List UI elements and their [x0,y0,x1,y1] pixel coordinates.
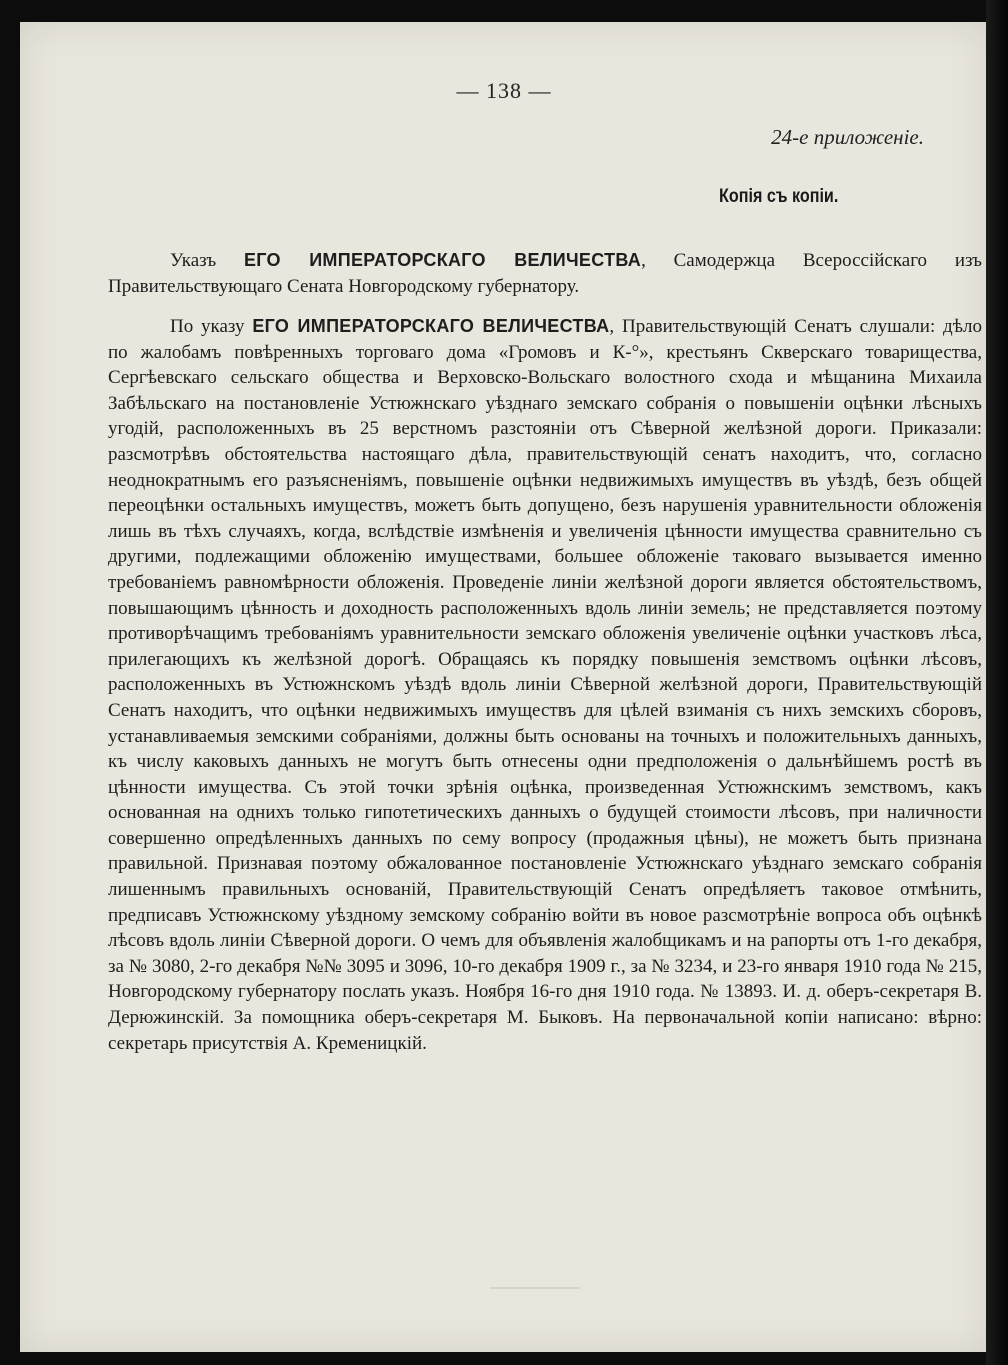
decree-body-post: , Правительствующiй Сенатъ слушали: дѣло по жалобамъ повѣренныхъ торговаго дома «Громовъ и К-°», крестьянъ Скверскаго товарищества, Сергѣевскаго сельскаго общества и Верховско-Вольскаго волостного схода и мѣщанина Михаила Забѣльскаго на постановленiе Устюжнскаго уѣзднаго земскаго собранiя о повышенiи оцѣнки лѣсныхъ угодiй, расположенныхъ въ 25 верстномъ разстоянiи отъ Сѣверной желѣзной дороги. Приказали: разсмотрѣвъ обстоятельства настоящаго дѣла, правительствующiй сенатъ находитъ, что, согласно неоднократнымъ его разъясненiямъ, повышенiе оцѣнки недвижимыхъ имуществъ въ уѣздѣ, безъ общей переоцѣнки остальныхъ имуществъ, можетъ быть допущено, безъ нарушенiя уравнительности обложенiя лишь въ тѣхъ случаяхъ, когда, вслѣдствiе измѣненiя и увеличенiя цѣнности имущества сравнительно съ другими, подлежащими обложенiю имуществами, большее обложенiе таковаго вызывается именно требованiемъ равномѣрности обложенiя. Проведенiе линiи желѣзной дороги является обстоятельствомъ, повышающимъ цѣнность и доходность расположенныхъ вдоль линiи земель; не представляется поэтому противорѣчащимъ требованiямъ уравнительности земскаго обложенiя увеличенiе оцѣнки участковъ лѣса, прилегающихъ къ желѣзной дорогѣ. Обращаясь къ порядку повышенiя земствомъ оцѣнки лѣсовъ, расположенныхъ въ Устюжнскомъ уѣздѣ вдоль линiи Сѣверной желѣзной дороги, Правительствующiй Сенатъ находитъ, что оцѣнки недвижимыхъ имуществъ для цѣлей взиманiя съ нихъ земскихъ сборовъ, устанавливаемыя земскими собранiями, должны быть основаны на точныхъ и положительныхъ данныхъ, къ числу каковыхъ данныхъ не могутъ быть отнесены одни предположенiя о дальнѣйшемъ ростѣ въ цѣнности имущества. Съ этой точки зрѣнiя оцѣнка, произведенная Устюжнскимъ земствомъ, какъ основанная на однихъ только гипотетическихъ данныхъ о будущей стоимости лѣсовъ, при наличности совершенно опредѣленныхъ данныхъ по сему вопросу (продажныя цѣны), не можетъ быть признана правильной. Признавая поэтому обжалованное постановленiе Устюжнскаго уѣзднаго земскаго собранiя лишеннымъ правильныхъ основанiй, Правительствующiй Сенатъ опредѣляетъ таковое отмѣнить, предписавъ Устюжнскому уѣздному земскому собранiю войти въ новое разсмотрѣнiе вопроса объ оцѣнкѣ лѣсовъ вдоль линiи Сѣверной дороги. О чемъ для объявленiя жалобщикамъ и на рапорты отъ 1-го декабря, за № 3080, 2-го декабря №№ 3095 и 3096, 10-го декабря 1909 г., за № 3234, и 23-го января 1910 года № 215, Новгородскому губернатору послать указъ. Ноября 16-го дня 1910 года. № 13893. И. д. оберъ-секретаря В. Дерюжинскiй. За помощника оберъ-секретаря М. Быковъ. На первоначальной копiи написано: вѣрно: секретарь присутствiя А. Кременицкiй. [108,316,982,1054]
decree-body-pre: По указу [170,316,253,337]
decree-intro-post: , Самодержца Всероссiйскаго изъ Правительствующаго Сената Новгородскому губернатору. [108,250,982,297]
decree-intro-caps: ЕГО ИМПЕРАТОРСКАГО ВЕЛИЧЕСТВА [243,250,642,270]
copy-title: Копiя съ копiи. [718,186,838,207]
page-edge [986,0,1008,1365]
decree-body-caps: ЕГО ИМПЕРАТОРСКАГО ВЕЛИЧЕСТВА [252,316,610,336]
bleed-mark [490,1287,580,1289]
decree-intro [108,248,982,299]
decree-intro-pre: Указъ [170,250,244,271]
decree-intro-paragraph [108,248,982,299]
document-page [20,22,988,1352]
appendix-label: 24-е приложенiе. [771,125,924,149]
decree-body [108,314,982,1056]
page-number: — 138 — [456,78,552,103]
decree-body-paragraph [108,314,982,1056]
